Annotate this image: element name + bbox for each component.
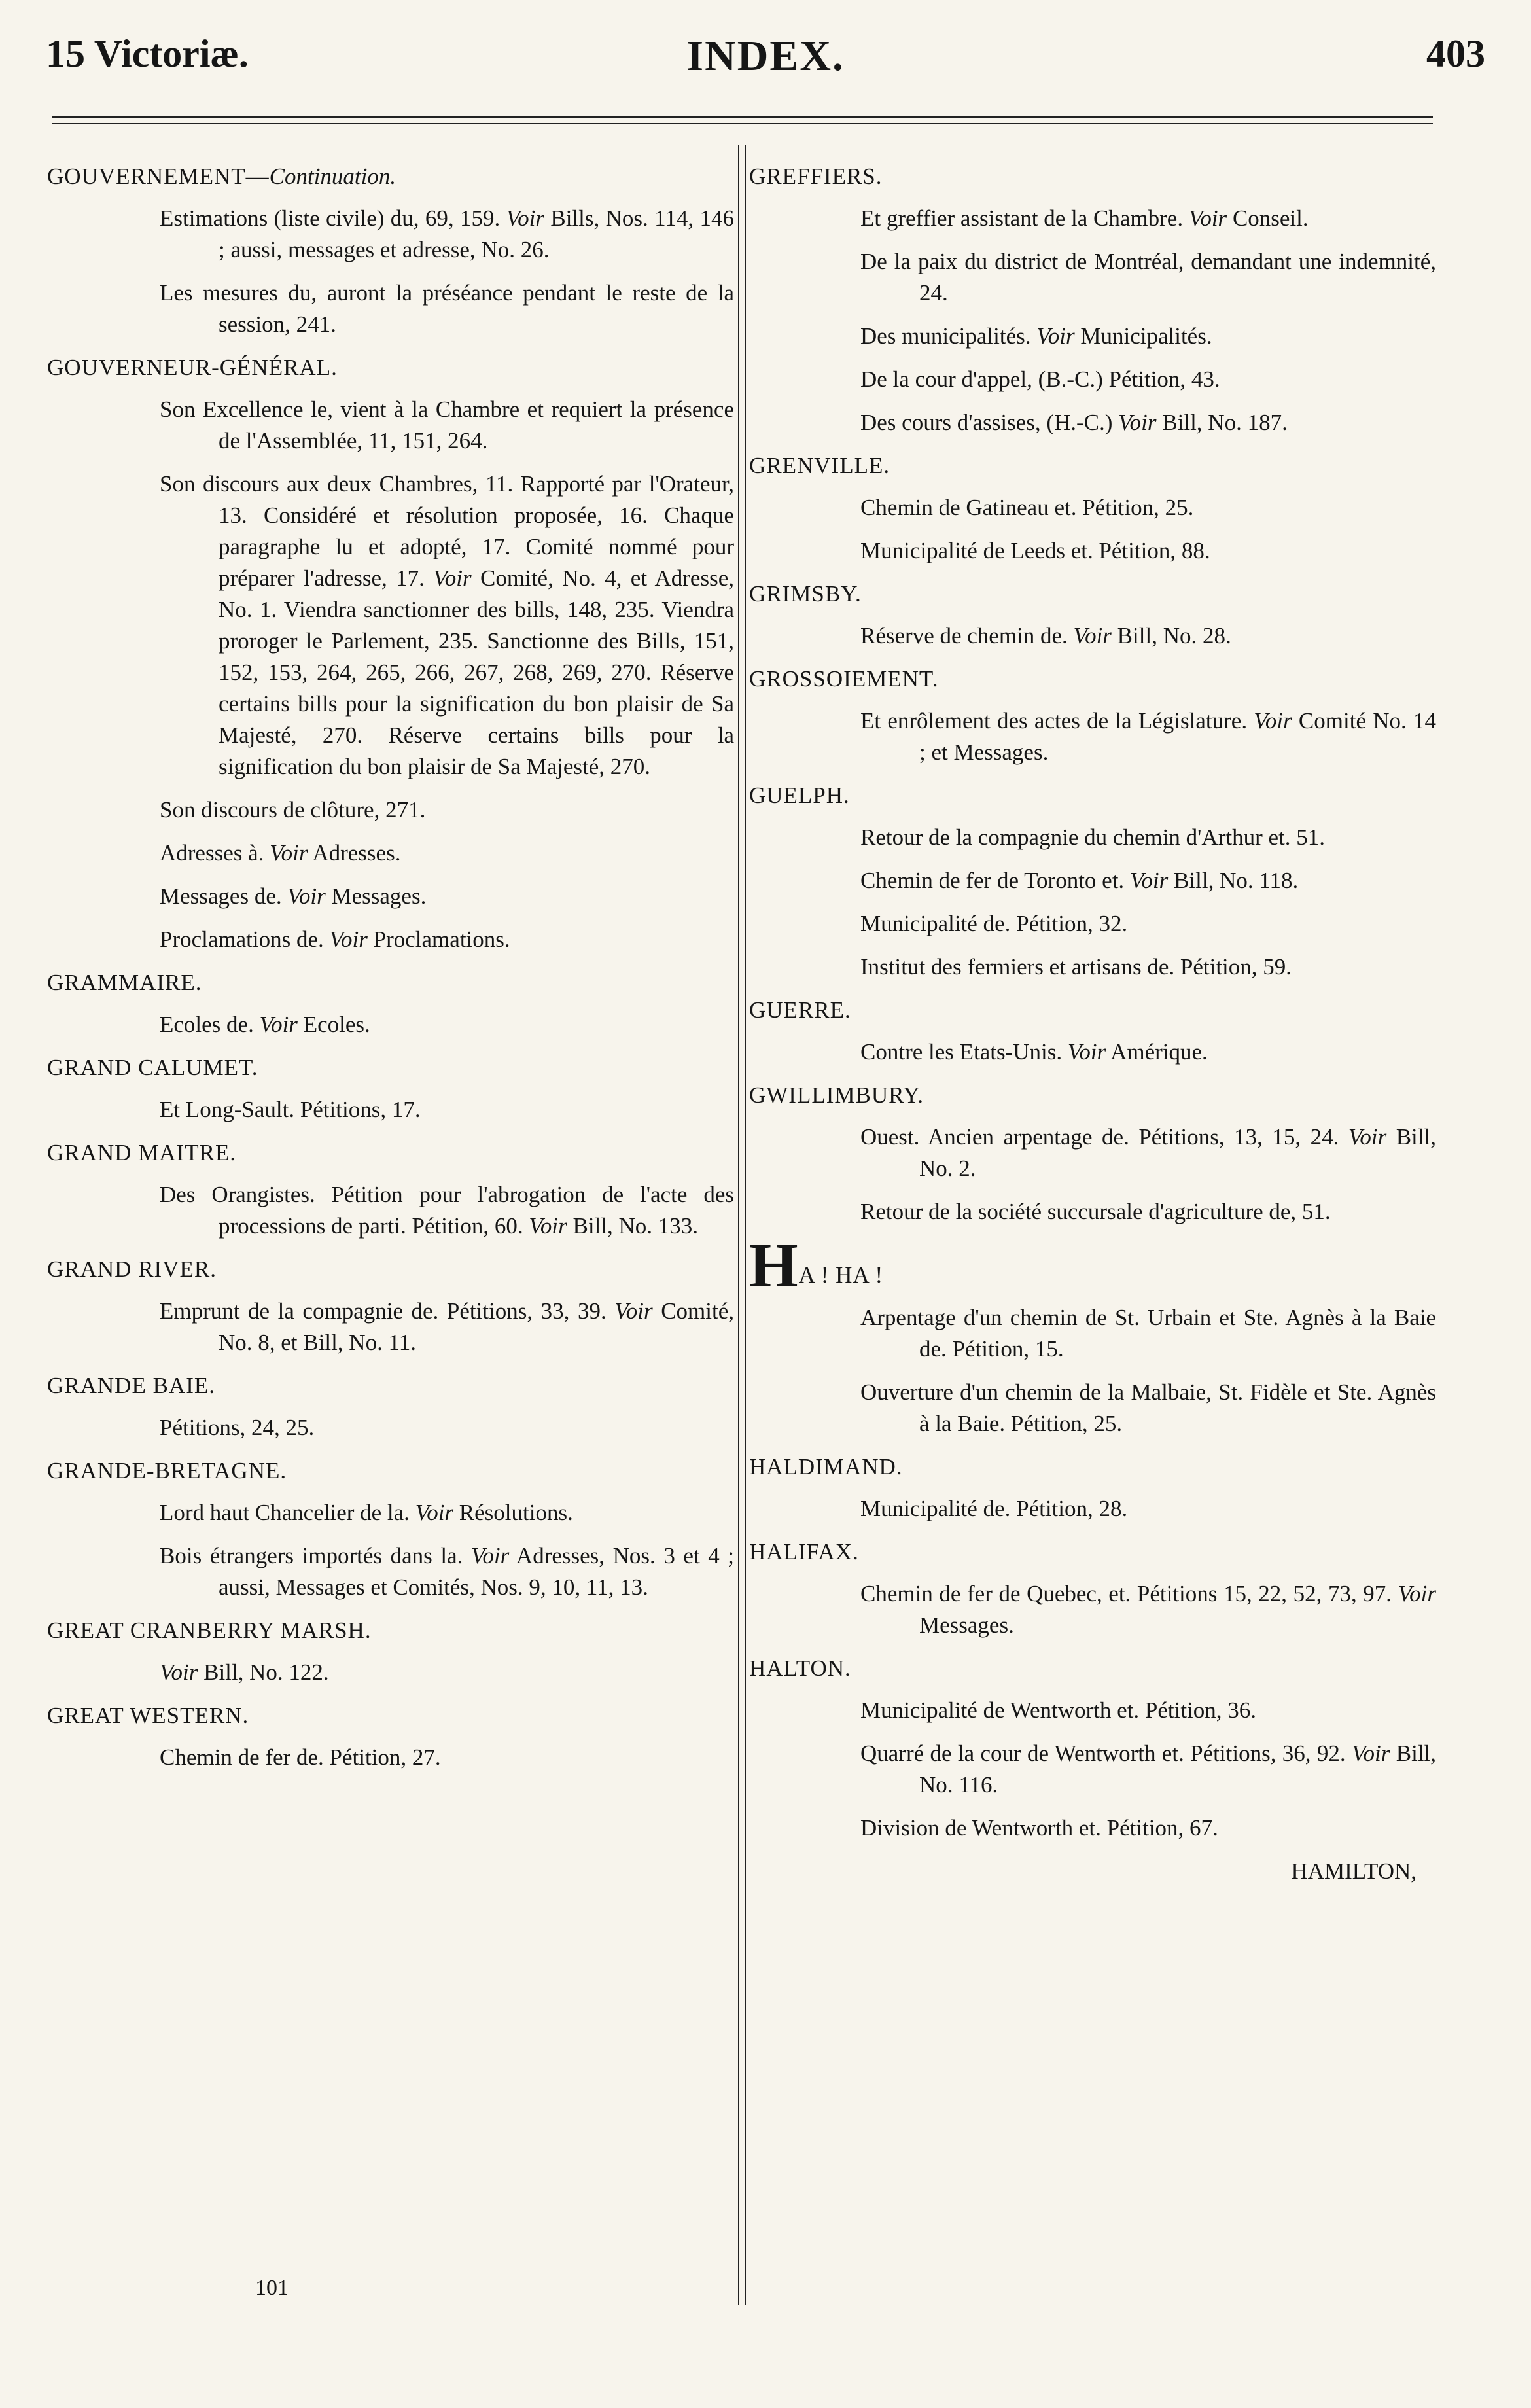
- index-entry: Quarré de la cour de Wentworth et. Pétitions, 36, 92. Voir Bill, No. 116.: [860, 1741, 1436, 1797]
- heading-text: GROSSOIEMENT.: [749, 666, 939, 692]
- heading-text: GRAND MAITRE.: [47, 1140, 237, 1165]
- index-entry: Institut des fermiers et artisans de. Pétition, 59.: [860, 954, 1292, 980]
- index-heading-grande-baie: [47, 1370, 734, 1402]
- left-column: [47, 149, 734, 1785]
- index-heading-grammaire: [47, 967, 734, 999]
- index-entry: Adresses à. Voir Adresses.: [160, 840, 401, 866]
- heading-text: GRENVILLE.: [749, 453, 890, 478]
- index-entry: Et greffier assistant de la Chambre. Voir Conseil.: [860, 205, 1309, 231]
- right-column: [749, 149, 1436, 1887]
- index-entry: Son discours de clôture, 271.: [160, 797, 426, 823]
- index-entry: Et enrôlement des actes de la Législature. Voir Comité No. 14 ; et Messages.: [860, 708, 1436, 765]
- index-entry: Chemin de fer de. Pétition, 27.: [160, 1744, 441, 1770]
- index-heading-great-western: [47, 1700, 734, 1731]
- index-entry: Son discours aux deux Chambres, 11. Rapporté par l'Orateur, 13. Considéré et résolution proposée, 16. Chaque paragraphe lu et adopté, 17. Comité nommé pour préparer l'adresse, 17. Voir Comité, No. 4, et Adresse, No. 1. Viendra sanctionner des bills, 148, 235. Viendra proroger le Parlement, 235. Sanctionne des Bills, 151, 152, 153, 264, 265, 266, 267, 268, 269, 270. Réserve certains bills pour la signification du bon plaisir de Sa Majesté, 270. Réserve certains bills pour la signification du bon plaisir de Sa Majesté, 270.: [160, 471, 734, 779]
- index-entry: Proclamations de. Voir Proclamations.: [160, 927, 510, 952]
- index-entry: Ecoles de. Voir Ecoles.: [160, 1012, 370, 1037]
- index-heading-halifax: [749, 1536, 1436, 1568]
- index-entry: De la paix du district de Montréal, demandant une indemnité, 24.: [860, 249, 1436, 306]
- heading-text: GRAND CALUMET.: [47, 1055, 258, 1080]
- heading-text: GUELPH.: [749, 783, 850, 808]
- index-entry: Emprunt de la compagnie de. Pétitions, 33, 39. Voir Comité, No. 8, et Bill, No. 11.: [160, 1298, 734, 1355]
- index-entry: De la cour d'appel, (B.-C.) Pétition, 43.: [860, 366, 1220, 392]
- heading-text: GOUVERNEMENT—: [47, 164, 270, 189]
- index-entry: Municipalité de Wentworth et. Pétition, 36.: [860, 1697, 1257, 1723]
- index-heading-guerre: [749, 995, 1436, 1026]
- index-entry: Bois étrangers importés dans la. Voir Adresses, Nos. 3 et 4 ; aussi, Messages et Comités, Nos. 9, 10, 11, 13.: [160, 1543, 734, 1600]
- index-entry: Les mesures du, auront la préséance pendant le reste de la session, 241.: [160, 280, 734, 337]
- index-heading-grand-maitre: [47, 1137, 734, 1169]
- index-heading-grande-bretagne: [47, 1455, 734, 1487]
- index-entry: Contre les Etats-Unis. Voir Amérique.: [860, 1039, 1208, 1065]
- index-entry: Voir Bill, No. 122.: [160, 1659, 329, 1685]
- header-rule-bottom: [52, 123, 1433, 124]
- index-entry: Et Long-Sault. Pétitions, 17.: [160, 1097, 421, 1122]
- header-rule-top: [52, 116, 1433, 118]
- index-entry: Municipalité de. Pétition, 32.: [860, 911, 1128, 936]
- index-heading-halton: [749, 1653, 1436, 1684]
- heading-text: GRAMMAIRE.: [47, 970, 202, 995]
- heading-text: GRIMSBY.: [749, 581, 862, 607]
- index-entry: Chemin de fer de Quebec, et. Pétitions 15, 22, 52, 73, 97. Voir Messages.: [860, 1581, 1436, 1638]
- index-entry: Arpentage d'un chemin de St. Urbain et Ste. Agnès à la Baie de. Pétition, 15.: [860, 1305, 1436, 1362]
- heading-text: GREFFIERS.: [749, 164, 883, 189]
- page-header: [46, 31, 1485, 90]
- heading-text: GREAT CRANBERRY MARSH.: [47, 1618, 372, 1643]
- heading-text: GRANDE BAIE.: [47, 1373, 215, 1398]
- index-heading-gwillimbury: [749, 1080, 1436, 1111]
- index-heading-haldimand: [749, 1451, 1436, 1483]
- heading-text: GREAT WESTERN.: [47, 1703, 249, 1728]
- heading-text: A ! HA !: [798, 1262, 884, 1288]
- heading-text: GRANDE-BRETAGNE.: [47, 1458, 287, 1483]
- column-divider-right-line: [745, 145, 746, 2305]
- index-entry: Chemin de Gatineau et. Pétition, 25.: [860, 495, 1194, 520]
- page-title: INDEX.: [686, 32, 845, 80]
- column-divider-left-line: [738, 145, 739, 2305]
- index-heading-gouverneur-general: [47, 352, 734, 383]
- heading-continuation: Continuation.: [269, 164, 396, 189]
- index-heading-ha-ha: [749, 1230, 1436, 1300]
- heading-text: GUERRE.: [749, 997, 851, 1023]
- index-heading-great-cranberry-marsh: [47, 1615, 734, 1646]
- index-entry: Des municipalités. Voir Municipalités.: [860, 323, 1212, 349]
- index-entry: Retour de la société succursale d'agriculture de, 51.: [860, 1199, 1331, 1224]
- heading-text: HALDIMAND.: [749, 1454, 903, 1479]
- heading-text: GWILLIMBURY.: [749, 1082, 924, 1108]
- index-entry: Retour de la compagnie du chemin d'Arthur et. 51.: [860, 824, 1325, 850]
- index-heading-greffiers: [749, 161, 1436, 192]
- index-entry: Des Orangistes. Pétition pour l'abrogation de l'acte des processions de parti. Pétition, 60. Voir Bill, No. 133.: [160, 1182, 734, 1239]
- catchword: HAMILTON,: [1291, 1858, 1417, 1884]
- index-entry: Son Excellence le, vient à la Chambre et requiert la présence de l'Assemblée, 11, 151, 264.: [160, 397, 734, 453]
- heading-text: GRAND RIVER.: [47, 1256, 217, 1282]
- index-entry: Réserve de chemin de. Voir Bill, No. 28.: [860, 623, 1231, 648]
- index-heading-grossoiement: [749, 664, 1436, 695]
- index-heading-grand-calumet: [47, 1052, 734, 1084]
- page-number: 403: [1426, 32, 1485, 75]
- index-entry: Estimations (liste civile) du, 69, 159. Voir Bills, Nos. 114, 146 ; aussi, messages et adresse, No. 26.: [160, 205, 734, 262]
- index-heading-gouvernement: [47, 161, 734, 192]
- index-heading-grenville: [749, 450, 1436, 482]
- index-entry: Municipalité de. Pétition, 28.: [860, 1496, 1128, 1521]
- heading-text: GOUVERNEUR-GÉNÉRAL.: [47, 355, 338, 380]
- printer-signature: 101: [255, 2276, 289, 2300]
- index-entry: Ouest. Ancien arpentage de. Pétitions, 13, 15, 24. Voir Bill, No. 2.: [860, 1124, 1436, 1181]
- index-heading-guelph: [749, 780, 1436, 811]
- heading-text: HALTON.: [749, 1656, 851, 1681]
- index-heading-grimsby: [749, 578, 1436, 610]
- index-entry: Lord haut Chancelier de la. Voir Résolutions.: [160, 1500, 573, 1525]
- index-entry: Division de Wentworth et. Pétition, 67.: [860, 1815, 1218, 1841]
- index-entry: Municipalité de Leeds et. Pétition, 88.: [860, 538, 1210, 563]
- index-heading-grand-river: [47, 1254, 734, 1285]
- drop-letter: H: [749, 1230, 799, 1300]
- heading-text: HALIFAX.: [749, 1539, 859, 1565]
- index-entry: Des cours d'assises, (H.-C.) Voir Bill, No. 187.: [860, 410, 1288, 435]
- index-entry: Ouverture d'un chemin de la Malbaie, St. Fidèle et Ste. Agnès à la Baie. Pétition, 25.: [860, 1379, 1436, 1436]
- index-entry: Messages de. Voir Messages.: [160, 883, 427, 909]
- index-entry: Pétitions, 24, 25.: [160, 1415, 315, 1440]
- volume-label: 15 Victoriæ.: [46, 32, 249, 75]
- index-entry: Chemin de fer de Toronto et. Voir Bill, No. 118.: [860, 868, 1299, 893]
